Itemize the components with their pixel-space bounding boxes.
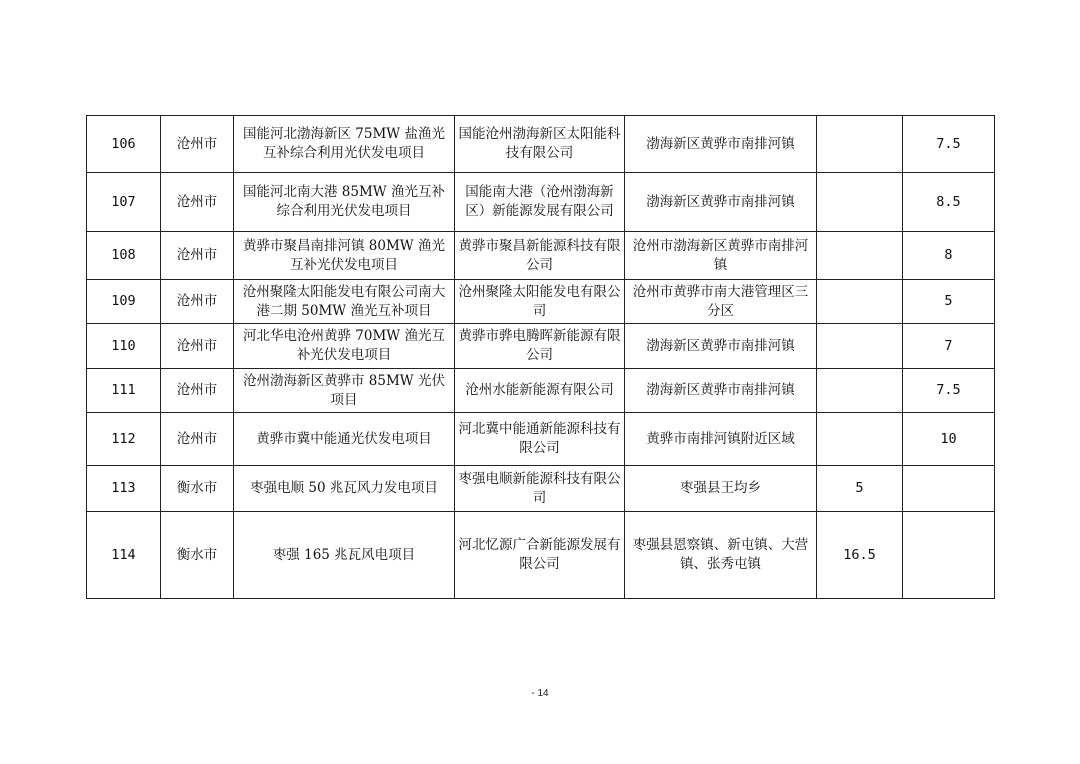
project-name-cell: 黄骅市冀中能通光伏发电项目 — [234, 413, 455, 466]
capacity-b-cell: 7.5 — [903, 369, 995, 413]
company-cell: 黄骅市骅电腾晖新能源有限公司 — [455, 324, 625, 369]
page-number: - 14 — [531, 688, 549, 699]
company-cell: 黄骅市聚昌新能源科技有限公司 — [455, 232, 625, 280]
capacity-b-cell: 8.5 — [903, 173, 995, 232]
table-row — [87, 280, 995, 324]
location-cell: 枣强县恩察镇、新屯镇、大营镇、张秀屯镇 — [625, 512, 817, 599]
capacity-a-cell — [817, 369, 903, 413]
city-cell: 沧州市 — [161, 324, 234, 369]
capacity-b-cell — [903, 466, 995, 512]
table-row — [87, 512, 995, 599]
project-name-cell: 国能河北南大港 85MW 渔光互补综合利用光伏发电项目 — [234, 173, 455, 232]
company-cell: 沧州水能新能源有限公司 — [455, 369, 625, 413]
location-cell: 渤海新区黄骅市南排河镇 — [625, 369, 817, 413]
row-number: 106 — [87, 116, 161, 173]
project-name-cell: 沧州渤海新区黄骅市 85MW 光伏项目 — [234, 369, 455, 413]
city-cell: 沧州市 — [161, 173, 234, 232]
project-name-cell: 沧州聚隆太阳能发电有限公司南大港二期 50MW 渔光互补项目 — [234, 280, 455, 324]
city-cell: 沧州市 — [161, 280, 234, 324]
location-cell: 渤海新区黄骅市南排河镇 — [625, 173, 817, 232]
capacity-a-cell: 5 — [817, 466, 903, 512]
row-number: 107 — [87, 173, 161, 232]
location-cell: 沧州市渤海新区黄骅市南排河镇 — [625, 232, 817, 280]
capacity-b-cell: 7.5 — [903, 116, 995, 173]
table-row — [87, 173, 995, 232]
capacity-b-cell: 5 — [903, 280, 995, 324]
project-name-cell: 河北华电沧州黄骅 70MW 渔光互补光伏发电项目 — [234, 324, 455, 369]
city-cell: 沧州市 — [161, 413, 234, 466]
capacity-a-cell — [817, 116, 903, 173]
location-cell: 沧州市黄骅市南大港管理区三分区 — [625, 280, 817, 324]
company-cell: 国能南大港（沧州渤海新区）新能源发展有限公司 — [455, 173, 625, 232]
city-cell: 衡水市 — [161, 466, 234, 512]
row-number: 110 — [87, 324, 161, 369]
company-cell: 沧州聚隆太阳能发电有限公司 — [455, 280, 625, 324]
project-name-cell: 枣强 165 兆瓦风电项目 — [234, 512, 455, 599]
project-name-cell: 国能河北渤海新区 75MW 盐渔光互补综合利用光伏发电项目 — [234, 116, 455, 173]
city-cell: 衡水市 — [161, 512, 234, 599]
row-number: 108 — [87, 232, 161, 280]
project-name-cell: 枣强电顺 50 兆瓦风力发电项目 — [234, 466, 455, 512]
company-cell: 国能沧州渤海新区太阳能科技有限公司 — [455, 116, 625, 173]
city-cell: 沧州市 — [161, 232, 234, 280]
row-number: 111 — [87, 369, 161, 413]
table-row — [87, 466, 995, 512]
row-number: 114 — [87, 512, 161, 599]
location-cell: 枣强县王均乡 — [625, 466, 817, 512]
table-row — [87, 369, 995, 413]
capacity-a-cell — [817, 324, 903, 369]
table-row — [87, 324, 995, 369]
capacity-a-cell: 16.5 — [817, 512, 903, 599]
location-cell: 黄骅市南排河镇附近区域 — [625, 413, 817, 466]
row-number: 109 — [87, 280, 161, 324]
table-row — [87, 413, 995, 466]
project-name-cell: 黄骅市聚昌南排河镇 80MW 渔光互补光伏发电项目 — [234, 232, 455, 280]
capacity-a-cell — [817, 413, 903, 466]
company-cell: 河北忆源广合新能源发展有限公司 — [455, 512, 625, 599]
city-cell: 沧州市 — [161, 369, 234, 413]
table-row — [87, 116, 995, 173]
row-number: 112 — [87, 413, 161, 466]
company-cell: 枣强电顺新能源科技有限公司 — [455, 466, 625, 512]
table-row — [87, 232, 995, 280]
capacity-b-cell: 7 — [903, 324, 995, 369]
location-cell: 渤海新区黄骅市南排河镇 — [625, 324, 817, 369]
capacity-a-cell — [817, 173, 903, 232]
company-cell: 河北冀中能通新能源科技有限公司 — [455, 413, 625, 466]
row-number: 113 — [87, 466, 161, 512]
capacity-b-cell: 8 — [903, 232, 995, 280]
capacity-b-cell: 10 — [903, 413, 995, 466]
location-cell: 渤海新区黄骅市南排河镇 — [625, 116, 817, 173]
capacity-a-cell — [817, 232, 903, 280]
city-cell: 沧州市 — [161, 116, 234, 173]
capacity-b-cell — [903, 512, 995, 599]
project-table — [86, 115, 995, 599]
capacity-a-cell — [817, 280, 903, 324]
